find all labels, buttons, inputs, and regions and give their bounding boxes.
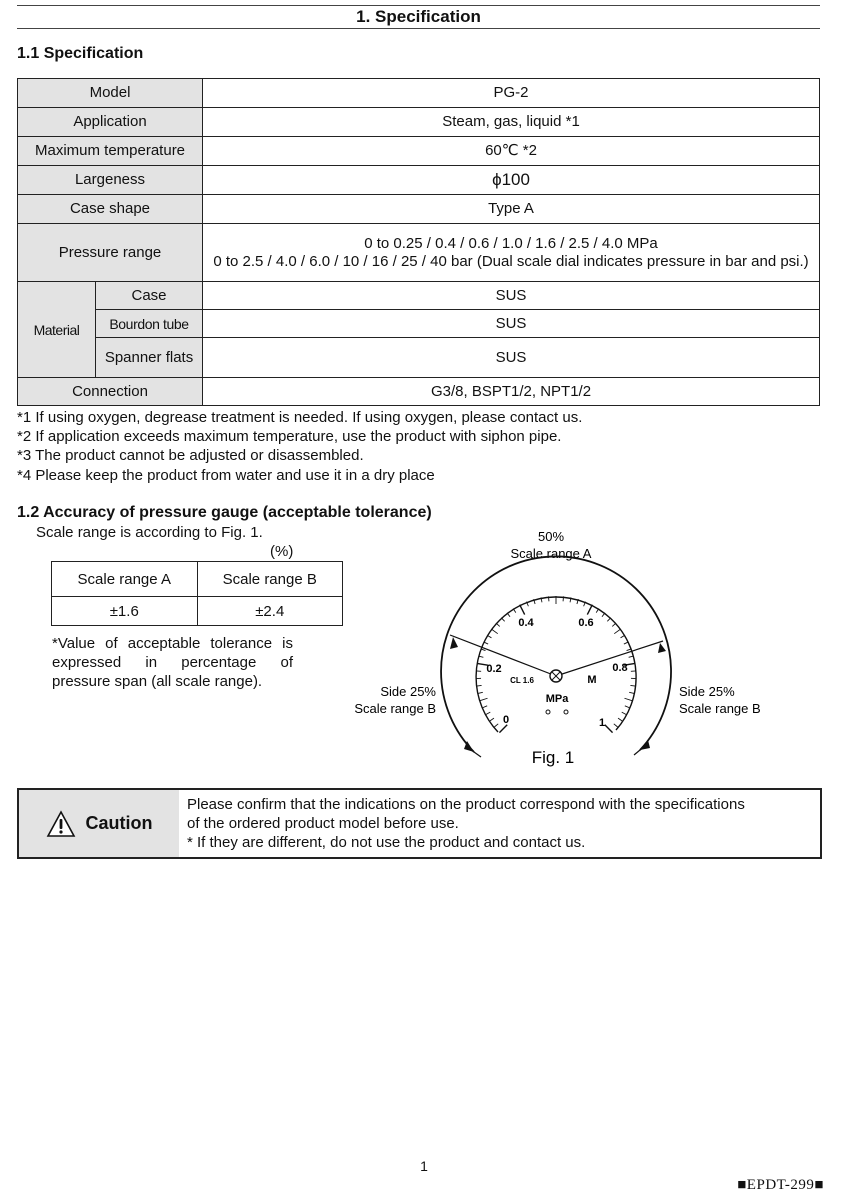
row-label-pressure-range: Pressure range bbox=[18, 224, 203, 282]
table-row bbox=[18, 338, 820, 378]
left-label-percent: Side 25% bbox=[380, 684, 436, 699]
row-label-largeness: Largeness bbox=[18, 166, 203, 195]
dial-tick bbox=[490, 718, 494, 721]
header-scale-range-a: Scale range A bbox=[52, 562, 198, 597]
dial-tick bbox=[487, 635, 491, 638]
dial-tick bbox=[614, 724, 618, 727]
right-label-range: Scale range B bbox=[679, 701, 761, 716]
section-heading-accuracy: 1.2 Accuracy of pressure gauge (acceptable tolerance) bbox=[17, 504, 432, 521]
caution-text bbox=[179, 790, 820, 857]
table-row bbox=[18, 108, 820, 137]
dial-tick bbox=[478, 692, 483, 693]
dial-mark-label: M bbox=[587, 674, 597, 686]
row-label-bourdon-tube: Bourdon tube bbox=[96, 310, 203, 338]
right-label-percent: Side 25% bbox=[679, 684, 735, 699]
end-tick-right bbox=[634, 745, 646, 755]
document-code: ■EPDT-299■ bbox=[737, 1177, 824, 1193]
tolerance-note-line-2: expressed in percentage of bbox=[52, 654, 293, 671]
row-value-pressure-range bbox=[203, 224, 820, 282]
section-heading-spec: 1.1 Specification bbox=[17, 45, 144, 62]
row-value-connection: G3/8, BSPT1/2, NPT1/2 bbox=[203, 378, 820, 406]
caution-line-1: Please confirm that the indications on the product correspond with the specifications bbox=[187, 796, 745, 813]
row-value-model: PG-2 bbox=[203, 79, 820, 108]
dial-tick bbox=[607, 618, 610, 622]
end-tick-left bbox=[467, 747, 481, 757]
dial-tick-label-0-2: 0.2 bbox=[486, 663, 502, 675]
table-row bbox=[18, 282, 820, 310]
dial-tick-label-0: 0 bbox=[502, 714, 510, 726]
percent-unit: (%) bbox=[270, 543, 294, 560]
dial-tick bbox=[622, 712, 626, 714]
pressure-range-mpa: 0 to 0.25 / 0.4 / 0.6 / 1.0 / 1.6 / 2.5 / 4.0 MPa bbox=[364, 234, 658, 252]
scale-intro: Scale range is according to Fig. 1. bbox=[36, 524, 263, 541]
tolerance-note-line-3: pressure span (all scale range). bbox=[52, 673, 263, 690]
dial-tick bbox=[605, 725, 613, 733]
gauge-figure bbox=[340, 525, 780, 775]
row-value-largeness: ϕ100 bbox=[203, 166, 820, 195]
table-row bbox=[18, 195, 820, 224]
dial-tick bbox=[602, 613, 605, 617]
dial-tick bbox=[614, 629, 620, 634]
table-row bbox=[52, 562, 343, 597]
value-scale-range-a: ±1.6 bbox=[52, 597, 198, 626]
dial-tick-label-0-6: 0.6 bbox=[578, 617, 594, 629]
caution-line-3: * If they are different, do not use the product and contact us. bbox=[187, 834, 586, 851]
row-label-spanner-flats: Spanner flats bbox=[96, 338, 203, 378]
row-value-case: SUS bbox=[203, 282, 820, 310]
table-row bbox=[18, 137, 820, 166]
dial-tick bbox=[587, 605, 592, 615]
tolerance-note bbox=[52, 634, 293, 691]
table-row bbox=[18, 310, 820, 338]
note-2: *2 If application exceeds maximum temperature, use the product with siphon pipe. bbox=[17, 428, 562, 446]
dial-tick bbox=[480, 698, 488, 700]
dial-tick-label-1: 1 bbox=[598, 717, 606, 729]
row-value-case-shape: Type A bbox=[203, 195, 820, 224]
dial-tick bbox=[612, 623, 616, 626]
dial-tick bbox=[486, 712, 490, 714]
dial-tick bbox=[496, 623, 500, 626]
dial-unit-label: MPa bbox=[545, 693, 569, 705]
dial-tick bbox=[483, 706, 488, 708]
row-label-application: Application bbox=[18, 108, 203, 137]
dial-tick bbox=[481, 649, 486, 651]
left-label-range: Scale range B bbox=[354, 701, 436, 716]
row-value-application: Steam, gas, liquid *1 bbox=[203, 108, 820, 137]
caution-label: Caution bbox=[85, 813, 153, 833]
row-value-max-temp: 60℃ *2 bbox=[203, 137, 820, 166]
table-row bbox=[52, 597, 343, 626]
dial-tick bbox=[491, 629, 497, 634]
divider-right bbox=[556, 641, 663, 676]
warning-icon bbox=[46, 810, 76, 838]
dial-tick bbox=[629, 692, 634, 693]
dial-tick bbox=[629, 656, 634, 657]
table-row bbox=[18, 166, 820, 195]
dial-tick-label-0-8: 0.8 bbox=[612, 662, 628, 674]
row-label-max-temp: Maximum temperature bbox=[18, 137, 203, 166]
table-row bbox=[18, 224, 820, 282]
row-label-material: Material bbox=[18, 282, 96, 378]
dial-screw-right bbox=[564, 710, 568, 714]
pressure-range-bar: 0 to 2.5 / 4.0 / 6.0 / 10 / 16 / 25 / 40 bar (Dual scale dial indicates pressure in bar and psi.) bbox=[213, 252, 809, 270]
arrowhead-left-top bbox=[450, 637, 458, 649]
row-label-connection: Connection bbox=[18, 378, 203, 406]
caution-box bbox=[17, 788, 822, 859]
dial-tick bbox=[479, 656, 484, 657]
table-row bbox=[18, 79, 820, 108]
dial-tick bbox=[494, 724, 498, 727]
spec-notes bbox=[17, 408, 582, 485]
row-label-model: Model bbox=[18, 79, 203, 108]
dial-tick bbox=[624, 698, 632, 700]
row-value-spanner-flats: SUS bbox=[203, 338, 820, 378]
dial-tick bbox=[627, 649, 632, 651]
dial-screw-left bbox=[546, 710, 550, 714]
page-number: 1 bbox=[420, 1158, 428, 1174]
note-1: *1 If using oxygen, degrease treatment is needed. If using oxygen, please contact us. bbox=[17, 409, 583, 426]
row-label-case-shape: Case shape bbox=[18, 195, 203, 224]
caution-line-2: of the ordered product model before use. bbox=[187, 815, 459, 832]
accuracy-table bbox=[51, 561, 343, 626]
note-4: *4 Please keep the product from water and use it in a dry place bbox=[17, 466, 435, 484]
row-value-bourdon-tube: SUS bbox=[203, 310, 820, 338]
page-title: 1. Specification bbox=[17, 5, 820, 29]
arrowhead-right-top bbox=[658, 643, 666, 653]
dial-tick bbox=[477, 685, 482, 686]
value-scale-range-b: ±2.4 bbox=[197, 597, 343, 626]
dial-tick bbox=[630, 685, 635, 686]
spec-table bbox=[17, 78, 820, 406]
dial-tick bbox=[621, 635, 625, 638]
dial-class-label: CL 1.6 bbox=[510, 676, 534, 685]
dial-tick bbox=[484, 642, 489, 644]
table-row bbox=[18, 378, 820, 406]
dial-tick bbox=[625, 706, 630, 708]
dial-tick bbox=[501, 618, 504, 622]
note-3: *3 The product cannot be adjusted or disassembled. bbox=[17, 447, 364, 465]
divider-left bbox=[450, 635, 556, 676]
top-label-percent: 50% bbox=[537, 529, 565, 544]
dial-tick bbox=[624, 642, 629, 644]
top-label-range: Scale range A bbox=[510, 546, 592, 561]
outer-scale-arc bbox=[441, 556, 671, 752]
dial-tick bbox=[618, 718, 622, 721]
figure-caption: Fig. 1 bbox=[531, 748, 575, 767]
row-label-case: Case bbox=[96, 282, 203, 310]
dial-tick bbox=[520, 605, 525, 615]
dial-tick-label-0-4: 0.4 bbox=[518, 617, 534, 629]
caution-label-panel bbox=[19, 790, 179, 857]
tolerance-note-line-1: *Value of acceptable tolerance is bbox=[52, 635, 293, 652]
header-scale-range-b: Scale range B bbox=[197, 562, 343, 597]
